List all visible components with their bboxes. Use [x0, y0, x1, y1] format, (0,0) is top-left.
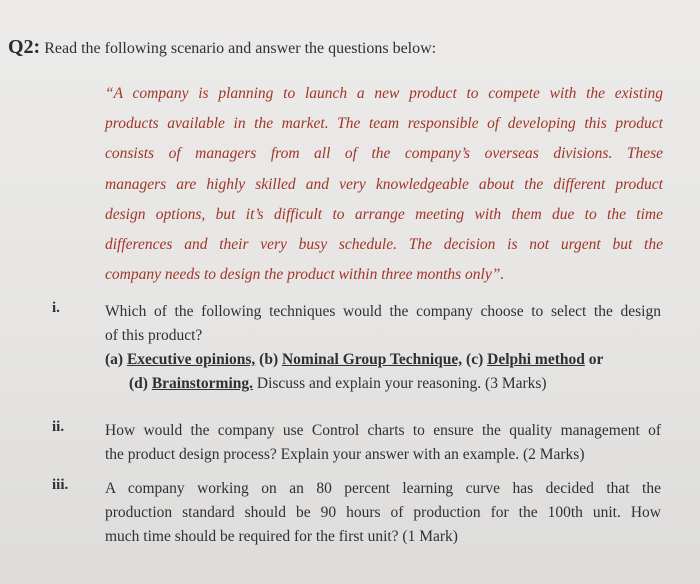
item-line: Which of the following techniques would the company choose to select the design — [105, 303, 661, 320]
question-item-2 — [105, 419, 661, 467]
item-line: How would the company use Control charts to ensure the quality management of — [105, 422, 661, 439]
option-d: Brainstorming. — [151, 375, 254, 392]
item-number: ii. — [52, 419, 65, 435]
option-b-prefix: (b) — [259, 351, 279, 368]
scenario-line: managers are highly skilled and very knowledgeable about the different product — [105, 175, 663, 193]
scenario-line: design options, but it’s difficult to arrange meeting with them due to the time — [105, 205, 663, 223]
option-d-prefix: (d) — [129, 375, 148, 392]
scenario-line: differences and their very busy schedule. The decision is not urgent but the — [105, 236, 663, 254]
option-b: Nominal Group Technique, — [281, 351, 463, 368]
scenario-text — [105, 79, 663, 290]
option-c-prefix: (c) — [466, 351, 484, 368]
option-or: or — [588, 351, 604, 368]
option-a-prefix: (a) — [105, 351, 124, 368]
item-number: i. — [52, 300, 60, 316]
options-line — [105, 372, 661, 396]
item-line: the product design process? Explain your answer with an example. (2 Marks) — [105, 446, 585, 463]
question-prompt: Read the following scenario and answer the questions below: — [44, 40, 437, 57]
scenario-line: consists of managers from all of the company’s overseas divisions. These — [105, 145, 663, 163]
scenario-line: products available in the market. The team responsible of developing this product — [105, 115, 663, 133]
question-item-3 — [105, 477, 661, 549]
item-tail: Discuss and explain your reasoning. (3 Marks) — [256, 375, 547, 392]
scenario-line: company needs to design the product within three months only”. — [105, 266, 505, 284]
question-number: Q2: — [8, 36, 41, 58]
item-line: A company working on an 80 percent learning curve has decided that the — [105, 480, 661, 497]
item-line: of this product? — [105, 327, 203, 344]
scenario-line: “A company is planning to launch a new product to compete with the existing — [105, 85, 663, 102]
option-a: Executive opinions, — [126, 351, 256, 368]
question-item-1 — [105, 300, 661, 396]
item-line: much time should be required for the first unit? (1 Mark) — [105, 528, 458, 545]
options-line — [105, 348, 661, 372]
item-line: production standard should be 90 hours of production for the 100th unit. How — [105, 504, 661, 521]
item-number: iii. — [52, 477, 69, 493]
question-header — [8, 36, 436, 59]
option-c: Delphi method — [487, 351, 585, 368]
